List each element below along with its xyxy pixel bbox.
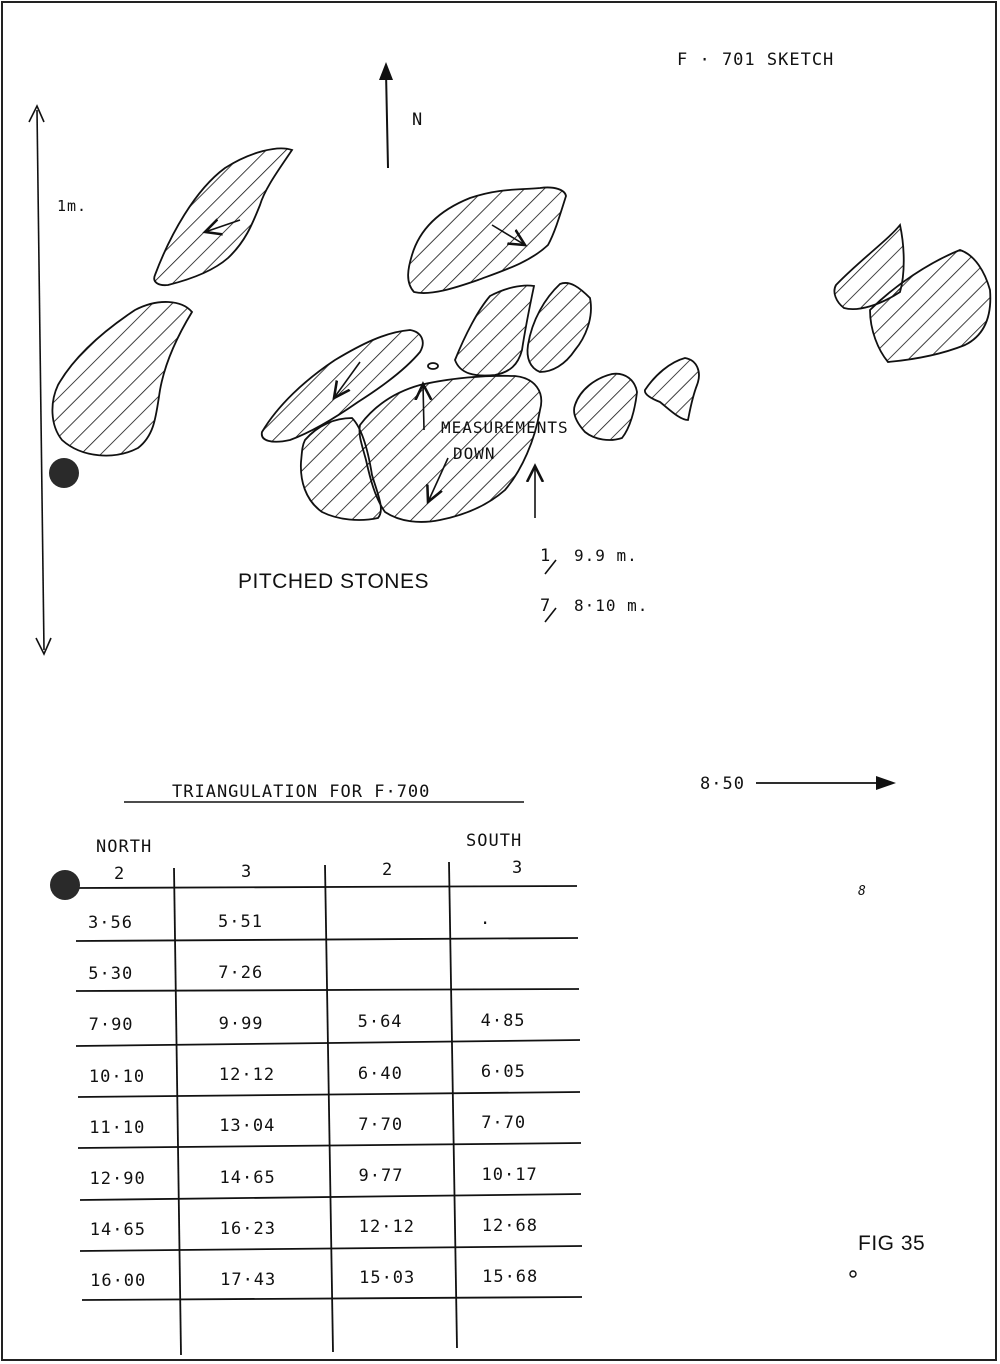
east-distance-label: 8·50	[700, 774, 745, 794]
table-cell: 12·90	[89, 1169, 146, 1189]
sketch-title: F · 701 SKETCH	[677, 50, 835, 70]
stone-8	[359, 376, 541, 522]
north-arrow	[379, 62, 393, 168]
key-2-value: 8·10 m.	[574, 596, 649, 615]
table-cell: 3·56	[88, 913, 133, 933]
key-1-value: 9.9 m.	[574, 546, 638, 565]
east-distance-arrow	[756, 776, 896, 790]
scale-label: 1m.	[57, 197, 88, 215]
table-title: TRIANGULATION FOR F·700	[172, 782, 431, 802]
table-cell: 6·05	[480, 1062, 526, 1083]
table-north-header: NORTH	[96, 837, 153, 857]
table-cell: 7·26	[218, 962, 264, 983]
column-header: 3	[241, 862, 253, 882]
table-cell: 4·85	[480, 1010, 526, 1031]
scale-bar	[29, 106, 51, 654]
stray-mark: 8	[858, 884, 867, 899]
stone-9	[574, 374, 637, 440]
north-label: N	[412, 110, 424, 130]
stone-1	[154, 148, 292, 285]
measurements-label-2: DOWN	[453, 444, 496, 463]
column-header: 2	[114, 864, 126, 884]
table-cell: 17·43	[220, 1269, 277, 1290]
table-cell: 12·68	[481, 1215, 538, 1236]
table-cell: 16·00	[90, 1271, 147, 1292]
pitched-stones-label: PITCHED STONES	[238, 570, 429, 593]
table-cell: 15·68	[482, 1266, 539, 1287]
small-circle-mark	[850, 1271, 856, 1277]
table-cell: 16·23	[219, 1218, 276, 1239]
table-cell: 14·65	[219, 1167, 276, 1188]
stone-5	[528, 283, 591, 372]
stone-10	[645, 358, 699, 420]
table-cell: 7·90	[88, 1015, 134, 1036]
table-cell: 13·04	[219, 1116, 276, 1137]
table-cell: 7·70	[358, 1114, 404, 1135]
table-south-header: SOUTH	[466, 831, 523, 851]
table-cell: .	[480, 908, 492, 929]
figure-label: FIG 35	[858, 1232, 926, 1255]
stones	[52, 148, 990, 522]
pebble	[428, 363, 438, 369]
measurements-label-1: MEASUREMENTS	[441, 418, 569, 437]
key-2-mark: 7	[540, 596, 552, 616]
punch-hole-top	[49, 458, 79, 488]
table-cell: 10·17	[481, 1164, 538, 1185]
punch-hole-bottom	[50, 870, 80, 900]
table-cell: 9·77	[358, 1166, 404, 1186]
table-cell: 14·65	[89, 1220, 146, 1241]
table-cell: 7·70	[481, 1113, 527, 1134]
table-cell: 9·99	[218, 1013, 264, 1034]
table-cell: 12·12	[358, 1217, 415, 1238]
table-cell: 5·64	[357, 1012, 403, 1033]
table-cell: 6·40	[357, 1063, 403, 1084]
column-header: 2	[382, 860, 394, 880]
stone-4	[455, 285, 534, 375]
stone-2	[52, 302, 192, 456]
key-1-mark: 1	[540, 546, 552, 566]
column-header: 3	[512, 858, 524, 878]
table-cell: 10·10	[88, 1066, 146, 1087]
table-cell: 5·30	[88, 964, 134, 985]
stone-3	[408, 187, 566, 293]
table-cell: 5·51	[218, 911, 263, 932]
table-cell: 12·12	[218, 1065, 276, 1086]
table-cell: 11·10	[89, 1117, 146, 1138]
table-cell: 15·03	[359, 1268, 416, 1289]
